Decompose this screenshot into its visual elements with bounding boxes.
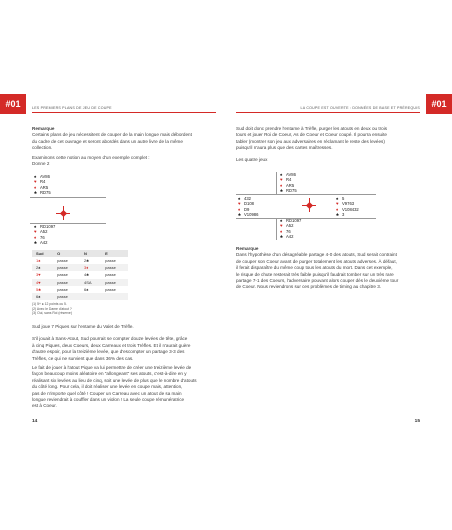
south-hand [34,224,55,245]
auction-cell: passe [53,264,80,271]
card-holding: A52 [40,229,48,235]
right-page-body [236,126,422,163]
auction-cell [80,293,101,300]
compass-icon [302,198,316,212]
card-holding: A52 [286,223,294,229]
hand-row [280,188,297,193]
lead-line: Sud joue 7 Piques sur l'entame du Valet de Trèfle. [32,324,134,329]
hand-row [34,240,55,245]
compass-icon [56,206,70,220]
card-holding: AR5 [40,184,49,190]
diamond-icon: ♦ [280,228,283,234]
body-line: d'autre espoir, pour la treizième levée, que d'escompter un partage 3-3 des [32,349,185,355]
auction-cell: 4♥ [32,279,53,286]
heart-icon: ♥ [280,177,283,183]
body-line: partage 7-1 des Coeurs, l'adversaire pouvant alors couper dès le deuxième tour [236,278,399,284]
auction-cell [101,293,128,300]
page-number-left: 14 [32,419,38,424]
diamond-icon: ♦ [280,182,283,188]
card-holding: 5 [342,196,345,201]
auction-notes [32,302,152,316]
auction-row [32,264,128,271]
auction-row [32,293,128,300]
auction-cell: passe [105,272,116,278]
heart-icon: ♥ [336,201,339,207]
card-holding: D108 [244,201,255,207]
auction-cell: 6♠ [83,286,89,292]
remark-heading: Remarque [32,126,55,131]
body-line: à cinq Piques, deux Coeurs, deux Carreaux et trois Trèfles. Et il n'aurait guère [32,342,191,348]
chapter-badge-left: #01 [0,94,26,114]
body-line: Trèfles, ce qui ne survient que dans 36% des cas. [32,355,134,361]
card-holding: D9 [244,206,250,212]
auction-cell: 1♠ [36,258,41,264]
page-number-right: 15 [414,419,420,424]
auction-row [32,271,128,278]
card-holding: AR5 [286,182,295,188]
body-line: est à Coeur. [32,403,57,409]
diamond-icon: ♦ [238,206,241,212]
spade-icon: ♠ [238,196,241,201]
example-intro: Examinons cette notion au moyen d'un exemple complet : [32,154,150,160]
heart-icon: ♥ [34,229,37,235]
auction-cell: 2♠ [32,264,53,271]
intro-line: du cadre de cet ouvrage et seront abordés dans un autre livre de la même [32,138,183,144]
card-holding: 76 [286,228,291,234]
diagram-line [276,172,277,194]
club-icon: ♣ [336,211,339,217]
card-holding: RD1097 [40,224,56,229]
body-line: il ferait disparaître du même coup tous les atouts du mort. Dans cet exemple, [236,265,393,271]
hand-row [34,190,51,195]
body-line: façon beaucoup moins aléatoire en "allongeant" ses atouts, c'est-à-dire en y [32,371,187,377]
card-holding: 432 [244,196,251,201]
club-icon: ♣ [280,233,283,239]
auction-cell: passe [101,264,128,271]
remark-heading: Remarque [236,246,259,251]
club-icon: ♣ [238,211,241,217]
card-holding: RD1097 [286,218,302,223]
card-holding: V9763 [342,201,355,207]
club-icon: ♣ [280,187,283,193]
east-hand [336,196,359,217]
auction-row [32,279,128,286]
card-holding: RD75 [286,187,297,193]
left-page-body [32,126,218,167]
card-holding: 3 [342,211,345,217]
auction-cell: passe [101,279,128,286]
north-hand [280,172,297,193]
card-holding: V10986 [244,211,259,217]
diagram-line [236,194,376,195]
card-holding: AV86 [286,172,296,177]
spade-icon: ♠ [280,218,283,223]
card-holding: R4 [286,177,292,183]
auction-header: N [80,250,101,257]
right-page-remark [236,246,422,291]
auction-header: E [101,250,128,257]
spade-icon: ♠ [34,224,37,229]
diagram-line [236,218,376,219]
auction-cell: 3♥ [36,272,41,278]
body-line: tours et jouer Roi de Coeur, As de Coeur et Coeur coupé. Il pourra ensuite [236,132,387,138]
body-line: pas de n'importe quel côté ! Couper un Carreau avec un atout de sa main [32,390,182,396]
running-head-right: LA COUPE EST OUVERTE : DONNÉES DE BASE ET PRÉREQUIS [300,106,420,110]
card-holding: A42 [286,233,294,239]
spade-icon: ♠ [34,174,37,179]
auction-cell: 3♦ [80,264,101,271]
hand-row [280,234,301,239]
spade-icon: ♠ [336,196,339,201]
body-line: puisqu'il n'aura plus que des cartes maîtresses. [236,145,333,151]
auction-cell: passe [57,258,68,264]
auction-cell: passe [105,258,116,264]
diagram-line [276,218,277,240]
auction-cell: 5♣ [36,286,41,292]
body-line: longue reviendrait à couffler dans un violon ! La seule coupe rémunératrice [32,397,185,403]
club-icon: ♣ [34,239,37,245]
auction-cell: 4SA [80,279,101,286]
body-line: réalisant six levées au lieu de cinq, soit une levée de plus que le nombre d'atouts [32,377,197,383]
body-line: de Coeur. Nous reviendrons sur ces problèmes de timing au chapitre 3. [236,284,382,290]
body-line: Sud doit donc prendre l'entame à Trèfle, purger les atouts en deux ou trois [236,126,388,131]
auction-cell: passe [53,279,80,286]
card-holding: V108432 [342,206,359,212]
auction-note: (3) Oui, sans Roi (réserve) [32,311,72,316]
auction-header: Sud [32,250,53,257]
card-holding: AV86 [40,174,50,179]
hand-row [336,212,359,217]
auction-note: (2) Avec le Dame d'atout ? [32,306,72,311]
header-rule-left [32,112,216,113]
auction-cell: 4♣ [83,272,89,278]
body-line: Le fait de jouer à l'atout Pique va lui permettre de créer une treizième levée de [32,365,192,371]
diamond-icon: ♦ [336,206,339,212]
diamond-icon: ♦ [34,184,37,190]
hand-row [238,212,258,217]
club-icon: ♣ [34,189,37,195]
body-line: S'il jouait à Sans-Atout, Sud pourrait se compter douze levées de tête, grâce [32,336,188,342]
body-line: de couper son Coeur avant de purger totalement les atouts adverses. À défaut, [236,258,397,264]
auction-cell: passe [57,272,68,278]
card-holding: A42 [40,239,48,245]
south-hand [280,218,301,239]
card-holding: R4 [40,179,46,185]
auction-cell: passe [105,286,116,292]
card-holding: 76 [40,234,45,240]
body-line: Dans l'hypothèse d'un désagréable partage 4-0 des atouts, Sud serait contraint [236,252,397,258]
spade-icon: ♠ [280,172,283,177]
auction-cell: 2♣ [83,258,89,264]
auction-cell: 6♠ [32,293,53,300]
heart-icon: ♥ [280,223,283,229]
body-line: du côté long. Pour cela, il doit réaliser une levée en coupe mais, attention, [32,384,183,390]
auction-header-row [32,250,128,257]
left-page-bottom [32,324,218,410]
intro-line: Certains plans de jeu nécessitent de couper de la main longue mais débordent [32,132,192,138]
header-rule-right [236,112,420,113]
body-line: le risque de chute resterait très faible puisqu'il faudrait tomber sur un très rare [236,271,394,277]
diagram-line [30,197,106,198]
auction-table [32,250,128,300]
running-head-left: LES PREMIERS PLANS DE JEU DE COUPE [32,106,112,110]
auction-row [32,286,128,293]
card-holding: RD75 [40,189,51,195]
chapter-badge-right: #01 [426,94,452,114]
body-line: tabler (montrer son jeu aux adversaires en réclamant le reste des levées) [236,138,385,144]
intro-line: collection. [32,145,53,151]
auction-cell: passe [57,286,68,292]
deal-label: Donne 2 [32,161,50,167]
auction-note: (1) 5+ ♠ 12 points ou 5. [32,302,67,306]
heart-icon: ♥ [238,201,241,207]
diamond-icon: ♦ [34,234,37,240]
north-hand [34,174,51,195]
west-hand [238,196,258,217]
heart-icon: ♥ [34,179,37,185]
auction-cell: passe [53,293,80,300]
auction-header: O [53,250,80,257]
auction-row [32,257,128,264]
four-hands-label: Les quatre jeux [236,156,268,162]
